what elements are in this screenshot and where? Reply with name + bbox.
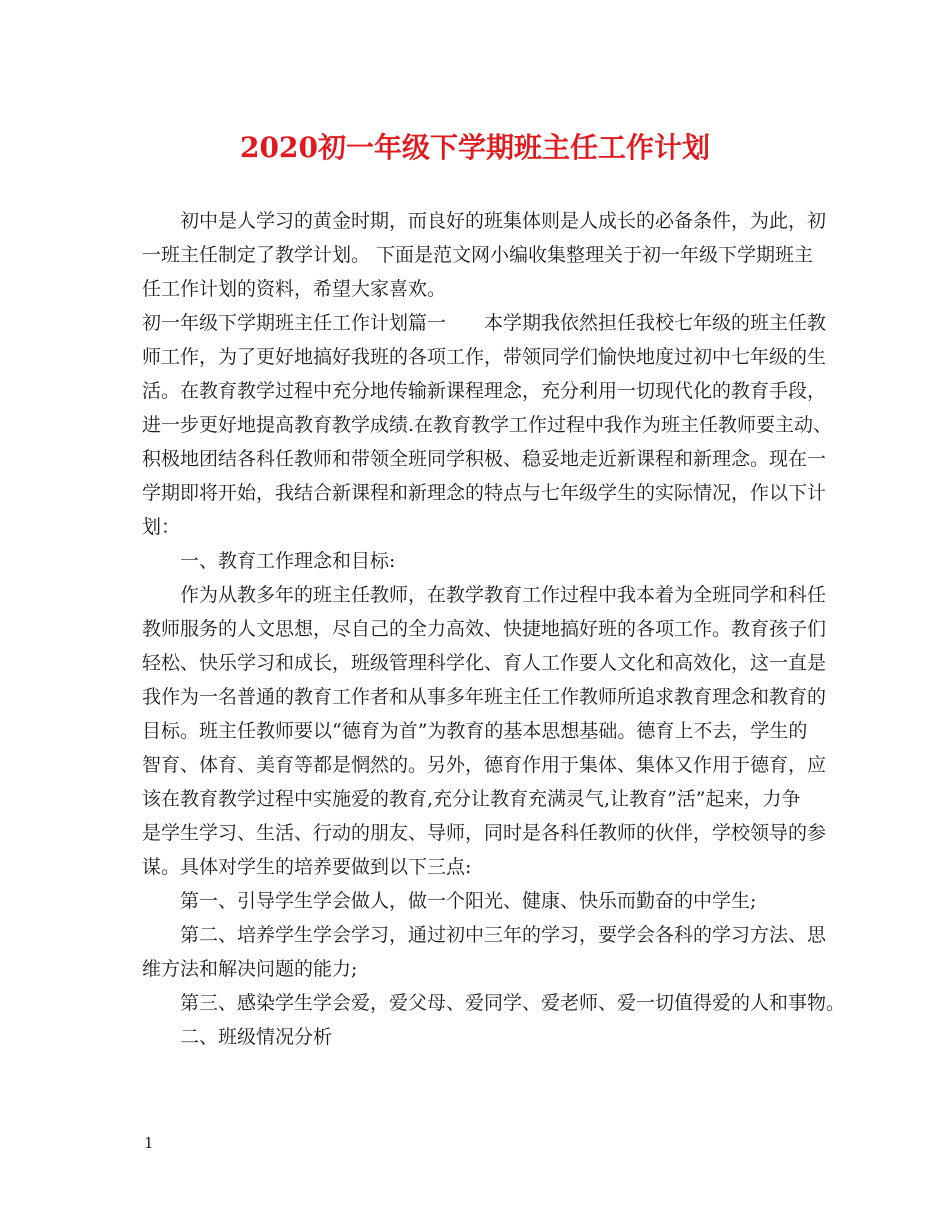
list-item: 第一、引导学生学会做人，做一个阳光、健康、快乐而勤奋的中学生; <box>180 890 757 912</box>
page-number: 1 <box>144 1134 154 1152</box>
body-line: 初中是人学习的黄金时期，而良好的班集体则是人成长的必备条件，为此，初 <box>180 210 827 232</box>
section-heading: 二、班级情况分析 <box>180 1026 333 1048</box>
list-item: 第三、感染学生学会爱，爱父母、爱同学、爱老师、爱一切值得爱的人和事物。 <box>180 992 846 1014</box>
body-line: 活。在教育教学过程中充分地传输新课程理念，充分利用一切现代化的教育手段， <box>142 380 827 402</box>
body-line: 该在教育教学过程中实施爱的教育,充分让教育充满灵气,让教育”活”起来，力争 <box>142 788 801 810</box>
body-line: 初一年级下学期班主任工作计划篇一 本学期我依然担任我校七年级的班主任教 <box>142 312 827 334</box>
body-line: 进一步更好地提高教育教学成绩.在教育教学工作过程中我作为班主任教师要主动、 <box>142 414 833 436</box>
body-line: 作为从教多年的班主任教师，在教学教育工作过程中我本着为全班同学和科任 <box>180 584 827 606</box>
body-line: 谋。具体对学生的培养要做到以下三点: <box>142 856 472 878</box>
body-line: 智育、体育、美育等都是惘然的。另外，德育作用于集体、集体又作用于德育，应 <box>142 754 827 776</box>
body-line: 是学生学习、生活、行动的朋友、导师，同时是各科任教师的伙伴，学校领导的参 <box>142 822 827 844</box>
body-line: 轻松、快乐学习和成长，班级管理科学化、育人工作要人文化和高效化，这一直是 <box>142 652 827 674</box>
list-item: 第二、培养学生学会学习，通过初中三年的学习，要学会各科的学习方法、思 <box>180 924 827 946</box>
body-line: 师工作，为了更好地搞好我班的各项工作，带领同学们愉快地度过初中七年级的生 <box>142 346 827 368</box>
body-line: 任工作计划的资料，希望大家喜欢。 <box>142 278 447 300</box>
body-line: 教师服务的人文思想，尽自己的全力高效、快捷地搞好班的各项工作。教育孩子们 <box>142 618 827 640</box>
body-line: 划： <box>142 516 181 538</box>
body-line: 一班主任制定了教学计划。 下面是范文网小编收集整理关于初一年级下学期班主 <box>142 244 814 266</box>
body-line: 学期即将开始，我结合新课程和新理念的特点与七年级学生的实际情况，作以下计 <box>142 482 827 504</box>
section-heading: 一、教育工作理念和目标: <box>180 550 396 572</box>
body-line: 维方法和解决问题的能力; <box>142 958 358 980</box>
body-line: 目标。班主任教师要以“德育为首”为教育的基本思想基础。德育上不去，学生的 <box>142 720 808 742</box>
body-line: 我作为一名普通的教育工作者和从事多年班主任工作教师所追求教育理念和教育的 <box>142 686 827 708</box>
document-body <box>142 204 846 1054</box>
document-title: 2020初一年级下学期班主任工作计划 <box>240 131 710 164</box>
body-line: 积极地团结各科任教师和带领全班同学积极、稳妥地走近新课程和新理念。现在一 <box>142 448 827 470</box>
